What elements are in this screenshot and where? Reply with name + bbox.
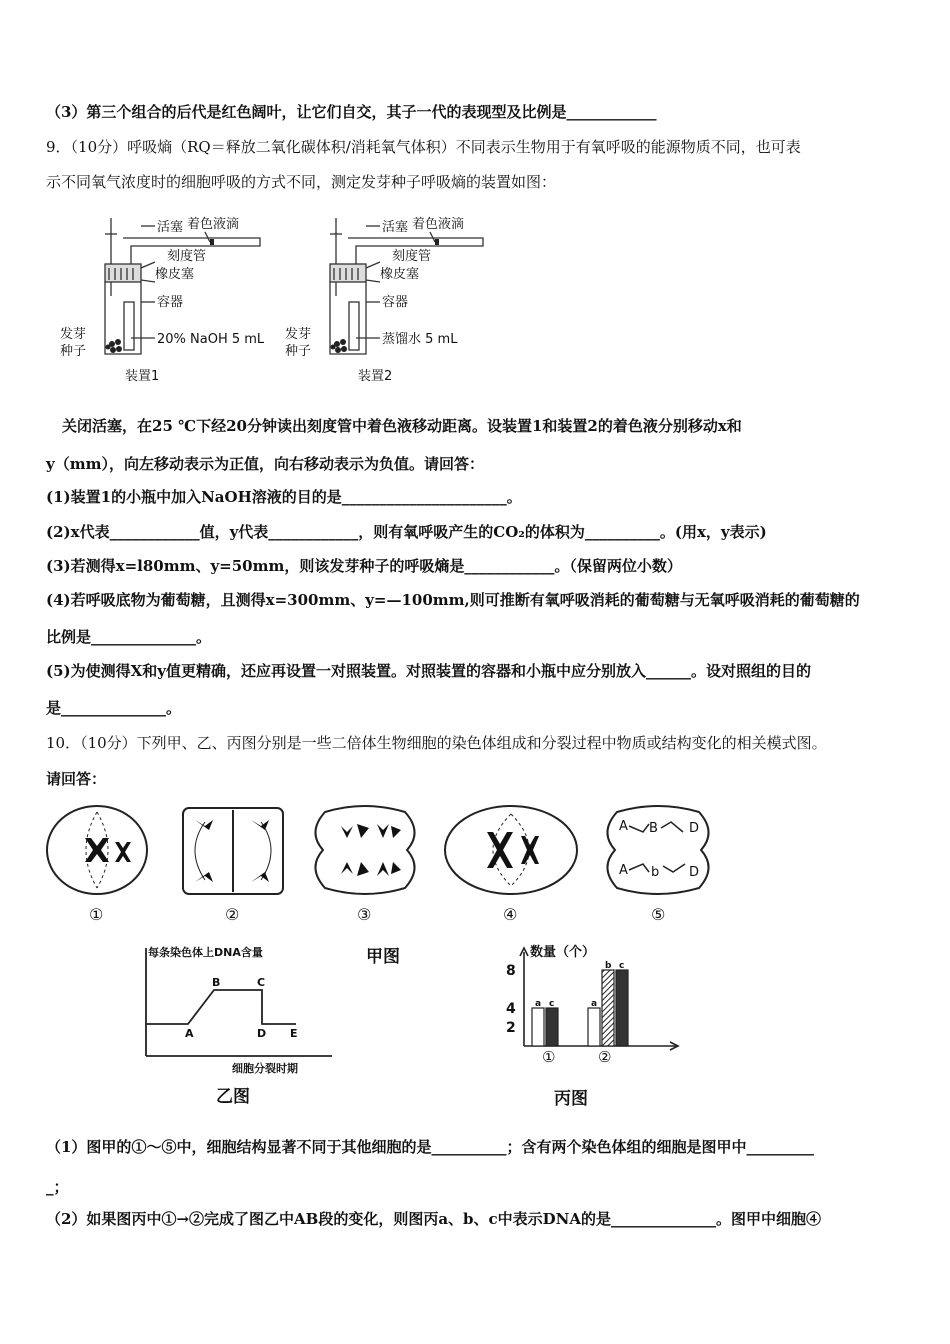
question-9-stem-line2: 示不同氧气浓度时的细胞呼吸的方式不同，测定发芽种子呼吸熵的装置如图： bbox=[46, 173, 557, 191]
figure-bing bbox=[500, 938, 690, 1110]
apparatus-figure bbox=[55, 204, 485, 394]
rubber-stopper-label-2: 橡皮塞 bbox=[380, 267, 420, 282]
cell5-letter-1: A bbox=[619, 819, 628, 834]
yi-point-e: E bbox=[290, 1027, 298, 1040]
bing-bar-a-1 bbox=[532, 1008, 544, 1046]
seeds-label-1b: 种子 bbox=[60, 344, 87, 359]
yi-point-b: B bbox=[212, 976, 221, 989]
bing-title: 丙图 bbox=[554, 1089, 588, 1109]
yi-point-a: A bbox=[185, 1027, 194, 1040]
question-9-stem-line1: 9．（10分）呼吸熵（RQ＝释放二氧化碳体积/消耗氧气体积）不同表示生物用于有氧呼吸的能源物质不同，也可表 bbox=[46, 138, 801, 156]
figure-yi bbox=[120, 936, 350, 1108]
bing-bar-c-1 bbox=[546, 1008, 558, 1046]
cell5-letter-2: B bbox=[649, 821, 658, 836]
bing-ytick-4: 4 bbox=[506, 1001, 516, 1017]
stopcock-label-2: 活塞 bbox=[382, 220, 409, 235]
bing-ylabel: 数量（个） bbox=[530, 945, 596, 960]
cell-1-label: ① bbox=[89, 905, 104, 924]
solution-label-1: 20% NaOH 5 mL bbox=[157, 332, 265, 347]
question-10-part-2: （2）如果图丙中①→②完成了图乙中AB段的变化，则图丙a、b、c中表示DNA的是______________。图甲中细胞④ bbox=[46, 1210, 822, 1228]
bing-bar-label-c-1: c bbox=[549, 999, 555, 1009]
question-9-sign-convention: y（mm），向左移动表示为正值，向右移动表示为负值。请回答： bbox=[46, 455, 484, 473]
cell-4-label: ④ bbox=[503, 905, 518, 924]
cell5-letter-5: b bbox=[651, 865, 660, 880]
device-1-label: 装置1 bbox=[125, 369, 160, 384]
seeds-label-2a: 发芽 bbox=[285, 327, 312, 342]
rubber-stopper-label-1: 橡皮塞 bbox=[155, 267, 195, 282]
question-9-part-5: (5)为使测得X和y值更精确，还应再设置一对照装置。对照装置的容器和小瓶中应分别放入______。设对照组的目的 bbox=[46, 662, 811, 680]
yi-point-c: C bbox=[257, 976, 266, 989]
scale-tube-label-2: 刻度管 bbox=[392, 249, 432, 264]
question-9-part-2: (2)x代表____________值，y代表____________，则有氧呼吸产生的CO₂的体积为__________。(用x，y表示) bbox=[46, 523, 767, 541]
question-9-part-4: (4)若呼吸底物为葡萄糖，且测得x=300mm、y=—100mm,则可推断有氧呼吸消耗的葡萄糖与无氧呼吸消耗的葡萄糖的 bbox=[46, 591, 860, 609]
bing-bar-label-a-2: a bbox=[591, 999, 598, 1009]
stopcock-label-1: 活塞 bbox=[157, 220, 184, 235]
cell5-letter-3: D bbox=[689, 821, 700, 836]
question-9-part-3: (3)若测得x=l80mm、y=50mm，则该发芽种子的呼吸熵是____________。（保留两位小数） bbox=[46, 557, 682, 575]
container-label-1: 容器 bbox=[157, 295, 184, 310]
seeds-label-2b: 种子 bbox=[285, 344, 312, 359]
question-9-part-5-cont: 是______________。 bbox=[46, 699, 182, 717]
bing-ytick-8: 8 bbox=[506, 963, 516, 979]
bing-category-1: ① bbox=[542, 1048, 556, 1066]
bing-ytick-2: 2 bbox=[506, 1020, 516, 1036]
cell5-letter-4: A bbox=[619, 863, 628, 878]
bing-bar-b-2 bbox=[602, 970, 614, 1046]
question-9-part-4-cont: 比例是______________。 bbox=[46, 628, 212, 646]
device-2-label: 装置2 bbox=[358, 369, 393, 384]
solution-label-2: 蒸馏水 5 mL bbox=[382, 332, 458, 347]
cell-3-label: ③ bbox=[357, 905, 372, 924]
question-9-part-1: (1)装置1的小瓶中加入NaOH溶液的目的是______________________。 bbox=[46, 488, 522, 506]
question-10-prompt: 请回答： bbox=[46, 770, 107, 788]
question-10-part-1-cont: _； bbox=[46, 1178, 69, 1196]
bing-bar-c-2 bbox=[616, 970, 628, 1046]
question-10-part-1: （1）图甲的①～⑤中，细胞结构显著不同于其他细胞的是__________；含有两个染色体组的细胞是图甲中_________ bbox=[46, 1138, 814, 1156]
bing-bar-label-a-1: a bbox=[535, 999, 542, 1009]
bing-category-2: ② bbox=[598, 1048, 612, 1066]
question-9-conditions: 关闭活塞，在25 ℃下经20分钟读出刻度管中着色液移动距离。设装置1和装置2的着色液分别移动x和 bbox=[62, 417, 742, 435]
yi-ylabel: 每条染色体上DNA含量 bbox=[148, 946, 263, 959]
yi-title: 乙图 bbox=[216, 1087, 250, 1107]
cell5-letter-6: D bbox=[689, 865, 700, 880]
cell-2-label: ② bbox=[225, 905, 240, 924]
question-10-stem: 10．（10分）下列甲、乙、丙图分别是一些二倍体生物细胞的染色体组成和分裂过程中物质或结构变化的相关模式图。 bbox=[46, 734, 827, 752]
cell-5-label: ⑤ bbox=[651, 905, 666, 924]
yi-point-d: D bbox=[257, 1027, 267, 1040]
question-8-part-3: （3）第三个组合的后代是红色阔叶，让它们自交，其子一代的表现型及比例是____________ bbox=[46, 103, 657, 121]
container-label-2: 容器 bbox=[382, 295, 409, 310]
bing-bar-label-b-2: b bbox=[605, 961, 612, 971]
figure-jia bbox=[45, 802, 915, 932]
droplet-label-2: 着色液滴 bbox=[412, 217, 465, 232]
bing-bar-label-c-2: c bbox=[619, 961, 625, 971]
yi-xlabel: 细胞分裂时期 bbox=[232, 1062, 298, 1075]
seeds-label-1a: 发芽 bbox=[60, 327, 87, 342]
scale-tube-label-1: 刻度管 bbox=[167, 249, 207, 264]
bing-bar-a-2 bbox=[588, 1008, 600, 1046]
droplet-label-1: 着色液滴 bbox=[187, 217, 240, 232]
figure-jia-title: 甲图 bbox=[366, 947, 400, 967]
